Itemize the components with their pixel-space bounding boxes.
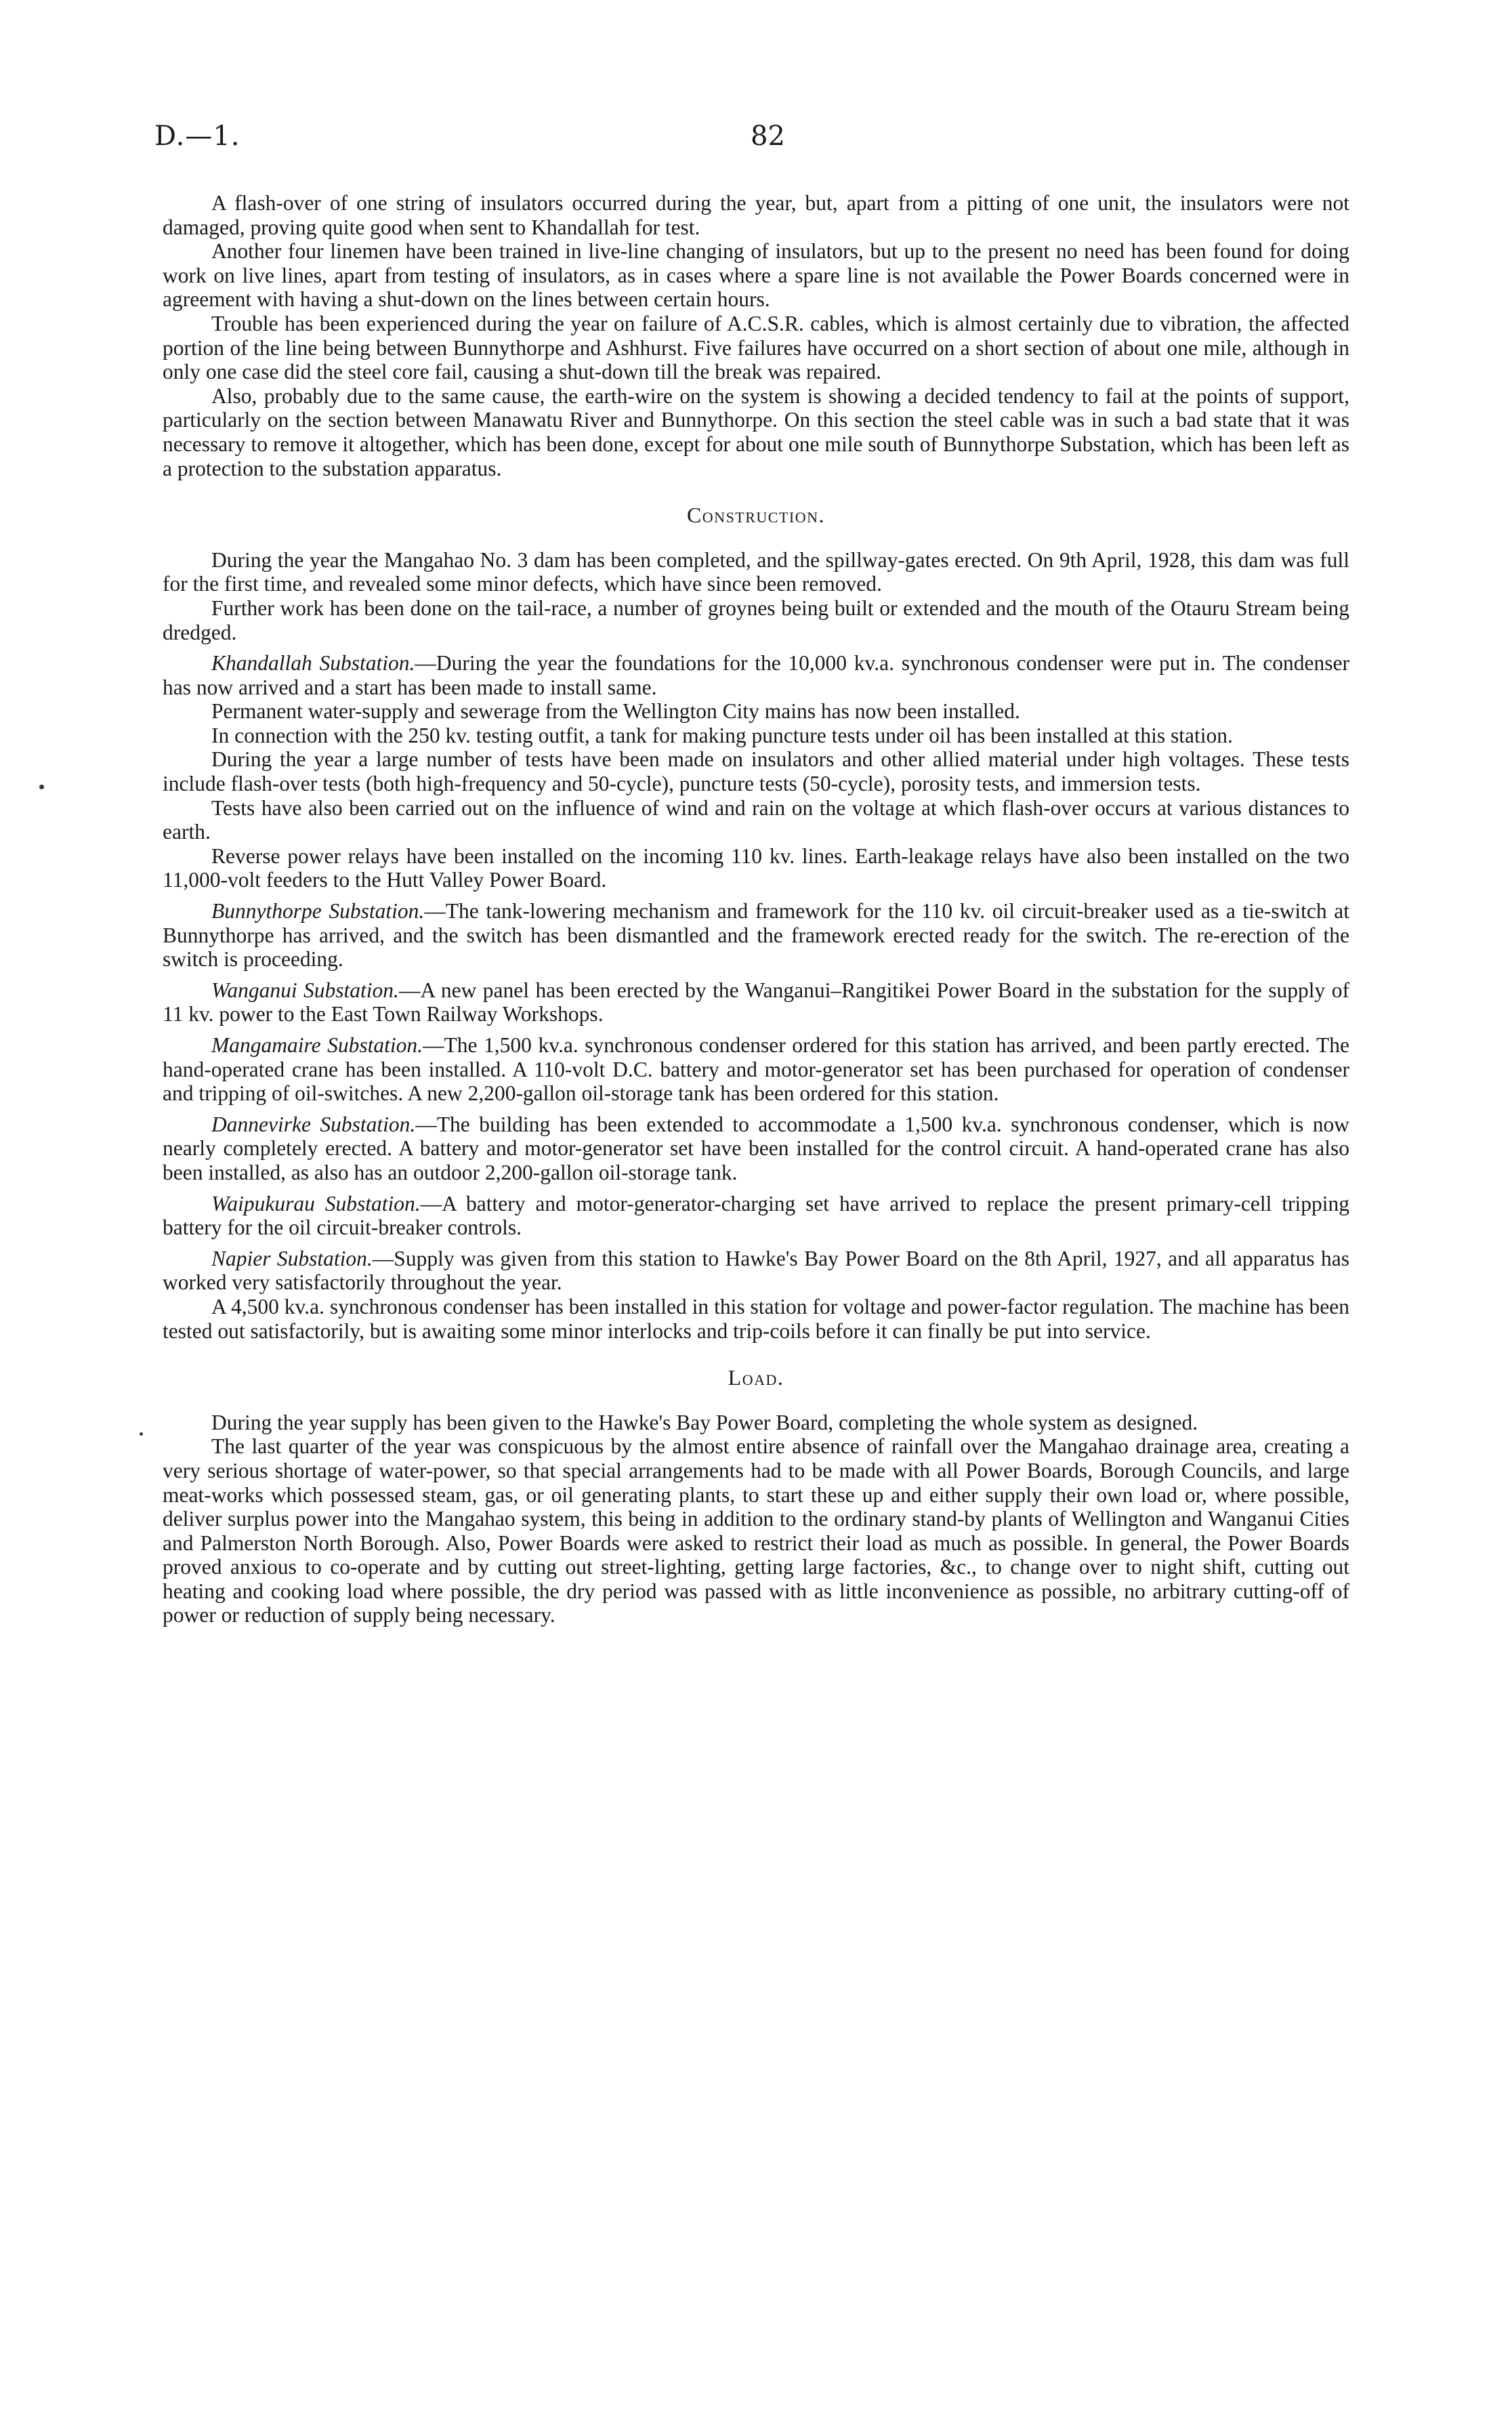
section-heading-construction: Construction.: [686, 503, 826, 528]
text-dannevirke: —The building has been extended to accommodate a 1,500 kv.a. synchronous condenser, which is now nearly completely erected. A battery and motor-generator set have been installed for the control circuit. A hand-operated crane has also been installed, as also has an outdoor 2,200-gallon oil-storage tank.: [163, 1112, 1349, 1184]
text-napier: —Supply was given from this station to Hawke's Bay Power Board on the 8th April, 1927, and all apparatus has worked very satisfactorily throughout the year.: [163, 1246, 1350, 1295]
text-waipukurau: —A battery and motor-generator-charging set have arrived to replace the present primary-cell tripping battery for the oil circuit-breaker controls.: [163, 1191, 1349, 1240]
paragraph-insulator-tests: During the year a large number of tests have been made on insulators and other allied material under high voltages. These tests include flash-over tests (both high-frequency and 50-cycle), puncture tests (50-cycle), porosity tests, and immersion tests.: [163, 747, 1349, 796]
text-wanganui: —A new panel has been erected by the Wanganui–Rangitikei Power Board in the substation for the supply of 11 kv. power to the East Town Railway Workshops.: [163, 978, 1349, 1026]
page-header: [154, 121, 1374, 161]
paragraph-relays: Reverse power relays have been installed on the incoming 110 kv. lines. Earth-leakage relays have also been installed on the two 11,000-volt feeders to the Hutt Valley Power Board.: [163, 844, 1349, 892]
section-heading-load: Load.: [728, 1365, 784, 1390]
paragraph-napier: [163, 1247, 1349, 1295]
paragraph-waipukurau: [163, 1192, 1349, 1240]
paragraph-mangahao-dam: During the year the Mangahao No. 3 dam has been completed, and the spillway-gates erected. On 9th April, 1928, this dam was full for the first time, and revealed some minor defects, which have since been removed.: [163, 547, 1349, 596]
margin-speck: [39, 785, 44, 789]
paragraph-testing-outfit: In connection with the 250 kv. testing outfit, a tank for making puncture tests under oil has been installed at this station.: [211, 723, 1233, 747]
paragraph-dannevirke: [163, 1112, 1349, 1185]
subheading-khandallah: Khandallah Substation.: [211, 651, 415, 675]
subheading-bunnythorpe: Bunnythorpe Substation.: [211, 899, 425, 923]
paragraph-tail-race: Further work has been done on the tail-race, a number of groynes being built or extended and the mouth of the Otauru Stream being dredged.: [163, 596, 1349, 644]
text-bunnythorpe: —The tank-lowering mechanism and framework for the 110 kv. oil circuit-breaker used as a tie-switch at Bunnythorpe has arrived, and the switch has been dismantled and the framework erected ready for the switch. The re-erection of the switch is proceeding.: [163, 899, 1349, 972]
subheading-waipukurau: Waipukurau Substation.: [211, 1191, 421, 1215]
subheading-mangamaire: Mangamaire Substation.: [211, 1033, 423, 1057]
paragraph-earth-wire: Also, probably due to the same cause, the earth-wire on the system is showing a decided tendency to fail at the points of support, particularly on the section between Manawatu River and Bunnythorpe. On this section the steel cable was in such a bad state that it was necessary to remove it altogether, which has been done, except for about one mile south of Bunnythorpe Substation, which has been left as a protection to the substation apparatus.: [163, 383, 1349, 480]
subheading-dannevirke: Dannevirke Substation.: [211, 1112, 416, 1136]
text-mangamaire: —The 1,500 kv.a. synchronous condenser ordered for this station has arrived, and been partly erected. The hand-operated crane has been installed. A 110-volt D.C. battery and motor-generator set has been purchased for operation of condenser and tripping of oil-switches. A new 2,200-gallon oil-storage tank has been ordered for this station.: [163, 1033, 1350, 1106]
paragraph-flash-over: A flash-over of one string of insulators occurred during the year, but, apart from a pitting of one unit, the insulators were not damaged, proving quite good when sent to Khandallah for test.: [163, 191, 1349, 239]
subheading-wanganui: Wanganui Substation.: [211, 978, 399, 1002]
paragraph-khandallah: [163, 651, 1349, 699]
paragraph-hawkes-bay-supply: During the year supply has been given to the Hawke's Bay Power Board, completing the whole system as designed.: [211, 1410, 1198, 1434]
paragraph-dry-period: The last quarter of the year was conspicuous by the almost entire absence of rainfall over the Mangahao drainage area, creating a very serious shortage of water-power, so that special arrangements had to be made with all Power Boards, Borough Councils, and large meat-works which possessed steam, gas, or oil generating plants, to start these up and either supply their own load or, where possible, deliver surplus power into the Mangahao system, this being in addition to the ordinary stand-by plants of Wellington and Wanganui Cities and Palmerston North Borough. Also, Power Boards were asked to restrict their load as much as possible. In general, the Power Boards proved anxious to co-operate and by cutting out street-lighting, getting large factories, &c., to change over to night shift, cutting out heating and cooking load where possible, the dry period was passed with as little inconvenience as possible, no arbitrary cutting-off of power or reduction of supply being necessary.: [163, 1434, 1349, 1627]
paragraph-napier-condenser: A 4,500 kv.a. synchronous condenser has been installed in this station for voltage and power-factor regulation. The machine has been tested out satisfactorily, but is awaiting some minor interlocks and trip-coils before it can finally be put into service.: [163, 1294, 1349, 1343]
document-reference: D.—1.: [154, 121, 240, 152]
paragraph-acsr-cables: Trouble has been experienced during the year on failure of A.C.S.R. cables, which is almost certainly due to vibration, the affected portion of the line being between Bunnythorpe and Ashhurst. Five failures have occurred on a short section of about one mile, although in only one case did the steel core fail, causing a shut-down till the break was repaired.: [163, 311, 1349, 384]
paragraph-water-supply: Permanent water-supply and sewerage from the Wellington City mains has now been installed.: [211, 699, 1020, 724]
text-khandallah: —During the year the foundations for the 10,000 kv.a. synchronous condenser were put in. The condenser has now arrived and a start has been made to install same.: [163, 651, 1349, 699]
subheading-napier: Napier Substation.: [211, 1246, 373, 1270]
paragraph-mangamaire: [163, 1033, 1349, 1106]
paragraph-wanganui: [163, 978, 1349, 1026]
margin-speck: [140, 1432, 143, 1436]
paragraph-bunnythorpe: [163, 899, 1349, 972]
page-number: 82: [751, 121, 785, 152]
page-body: [163, 191, 1349, 1627]
paragraph-live-line: Another four linemen have been trained in live-line changing of insulators, but up to the present no need has been found for doing work on live lines, apart from testing of insulators, as in cases where a spare line is not available the Power Boards concerned were in agreement with having a shut-down on the lines between certain hours.: [163, 239, 1349, 312]
paragraph-wind-rain-tests: Tests have also been carried out on the influence of wind and rain on the voltage at which flash-over occurs at various distances to earth.: [163, 795, 1349, 844]
